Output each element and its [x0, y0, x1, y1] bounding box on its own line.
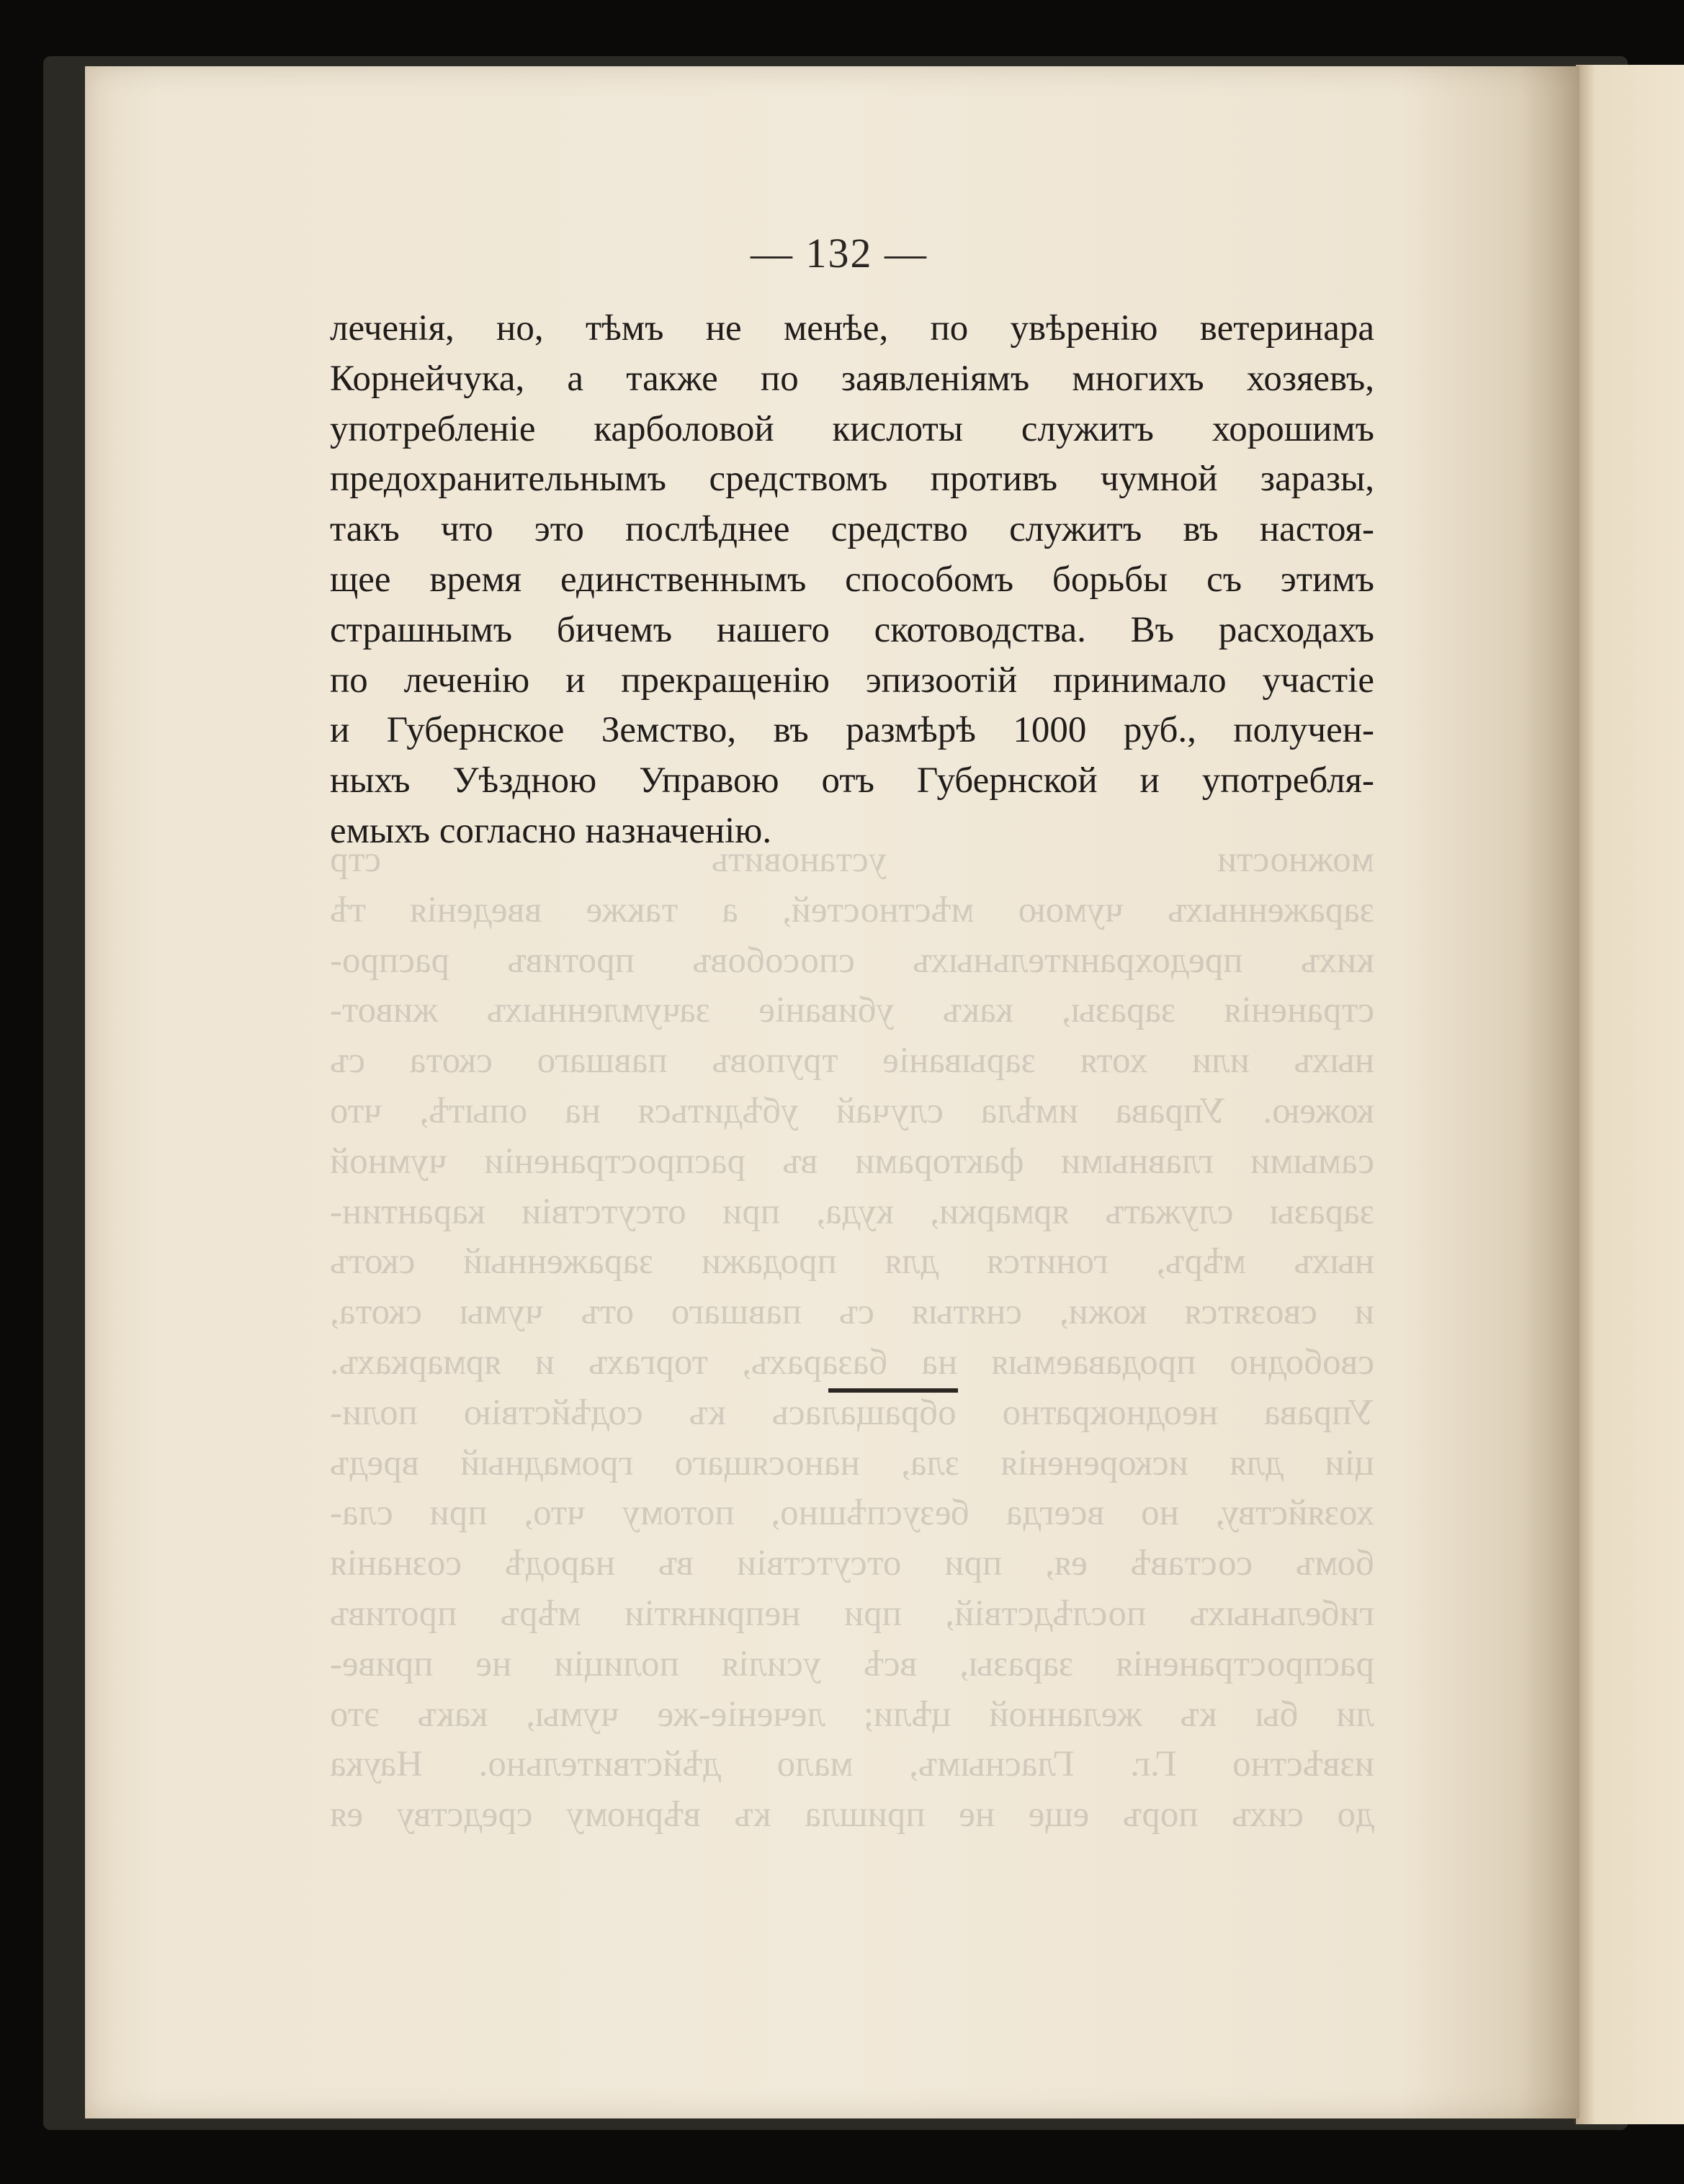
text-line: страшнымъ бичемъ нашего скотоводства. Въ расходахъ — [330, 609, 1374, 650]
bleed-line: можности установить стр — [330, 840, 1374, 880]
text-line: ныхъ Уѣздною Управою отъ Губернской и употребля- — [330, 760, 1374, 801]
bleed-line: ныхъ или хотя зарываніе труповъ павшаго скота съ — [330, 1041, 1374, 1082]
bleed-line: извѣстно Г.г. Гласнымъ, мало дѣйствительно. Наука — [330, 1744, 1374, 1785]
text-line: предохранительнымъ средствомъ противъ чумной заразы, — [330, 459, 1374, 500]
bleed-through-text — [330, 835, 1374, 1841]
text-line: по леченію и прекращенію эпизоотій принимало участіе — [330, 660, 1374, 701]
bleed-line: ціи для искорененія зла, наносящаго громадный вредъ — [330, 1442, 1374, 1483]
bleed-line: кожею. Управа имѣла случай убѣдиться на опытѣ, что — [330, 1090, 1374, 1131]
bleed-line: самыми главными факторами въ распространеніи чумной — [330, 1141, 1374, 1182]
bleed-line: свободно продаваемыя на базарахъ, торгахъ и ярмаркахъ. — [330, 1342, 1374, 1383]
bleed-line: и свозятся кожи, снятыя съ павшаго отъ чумы скота, — [330, 1292, 1374, 1333]
section-divider — [828, 1388, 958, 1393]
main-paragraph — [330, 304, 1374, 857]
page-number: — 132 — — [751, 230, 928, 277]
bleed-line: страненія заразы, какъ убиваніе зачумленныхъ живот- — [330, 990, 1374, 1031]
bleed-line: заразы служатъ ярмарки, куда, при отсутствіи карантин- — [330, 1191, 1374, 1232]
bleed-line: до сихъ поръ еще не пришла къ вѣрному средству ея — [330, 1794, 1374, 1835]
text-line: такъ что это послѣднее средство служитъ въ настоя- — [330, 509, 1374, 550]
bleed-line: ныхъ мѣръ, гонится для продажи зараженный скотъ — [330, 1241, 1374, 1282]
bleed-line: кихъ предохранительныхъ способовъ противъ распро- — [330, 940, 1374, 981]
facing-page-edge — [1574, 65, 1684, 2124]
bleed-line: хозяйству, но всегда безуспѣшно, потому что, при сла- — [330, 1493, 1374, 1534]
bleed-line: распространенія заразы, всѣ усилія полиціи не приве- — [330, 1643, 1374, 1684]
bleed-line: гибельныхъ послѣдствій, при непринятіи мѣръ противъ — [330, 1593, 1374, 1634]
bleed-line: ли бы къ желанной цѣли; леченіе-же чумы, какъ это — [330, 1694, 1374, 1735]
bleed-line: зараженныхъ чумою мѣстностей, а также введенія тѣ — [330, 889, 1374, 930]
text-line: и Губернское Земство, въ размѣрѣ 1000 руб., получен- — [330, 710, 1374, 751]
text-line: щее время единственнымъ способомъ борьбы съ этимъ — [330, 559, 1374, 600]
text-line: Корнейчука, а также по заявленіямъ многихъ хозяевъ, — [330, 358, 1374, 399]
text-line: леченія, но, тѣмъ не менѣе, по увѣренію ветеринара — [330, 308, 1374, 349]
bleed-line: бомъ составѣ ея, при отсутствіи въ народѣ сознанія — [330, 1543, 1374, 1584]
text-line: употребленіе карболовой кислоты служитъ хорошимъ — [330, 408, 1374, 449]
text-line: емыхъ согласно назначенію. — [330, 810, 772, 851]
bleed-line: Управа неоднократно обращалась къ содѣйствію поли- — [330, 1392, 1374, 1433]
